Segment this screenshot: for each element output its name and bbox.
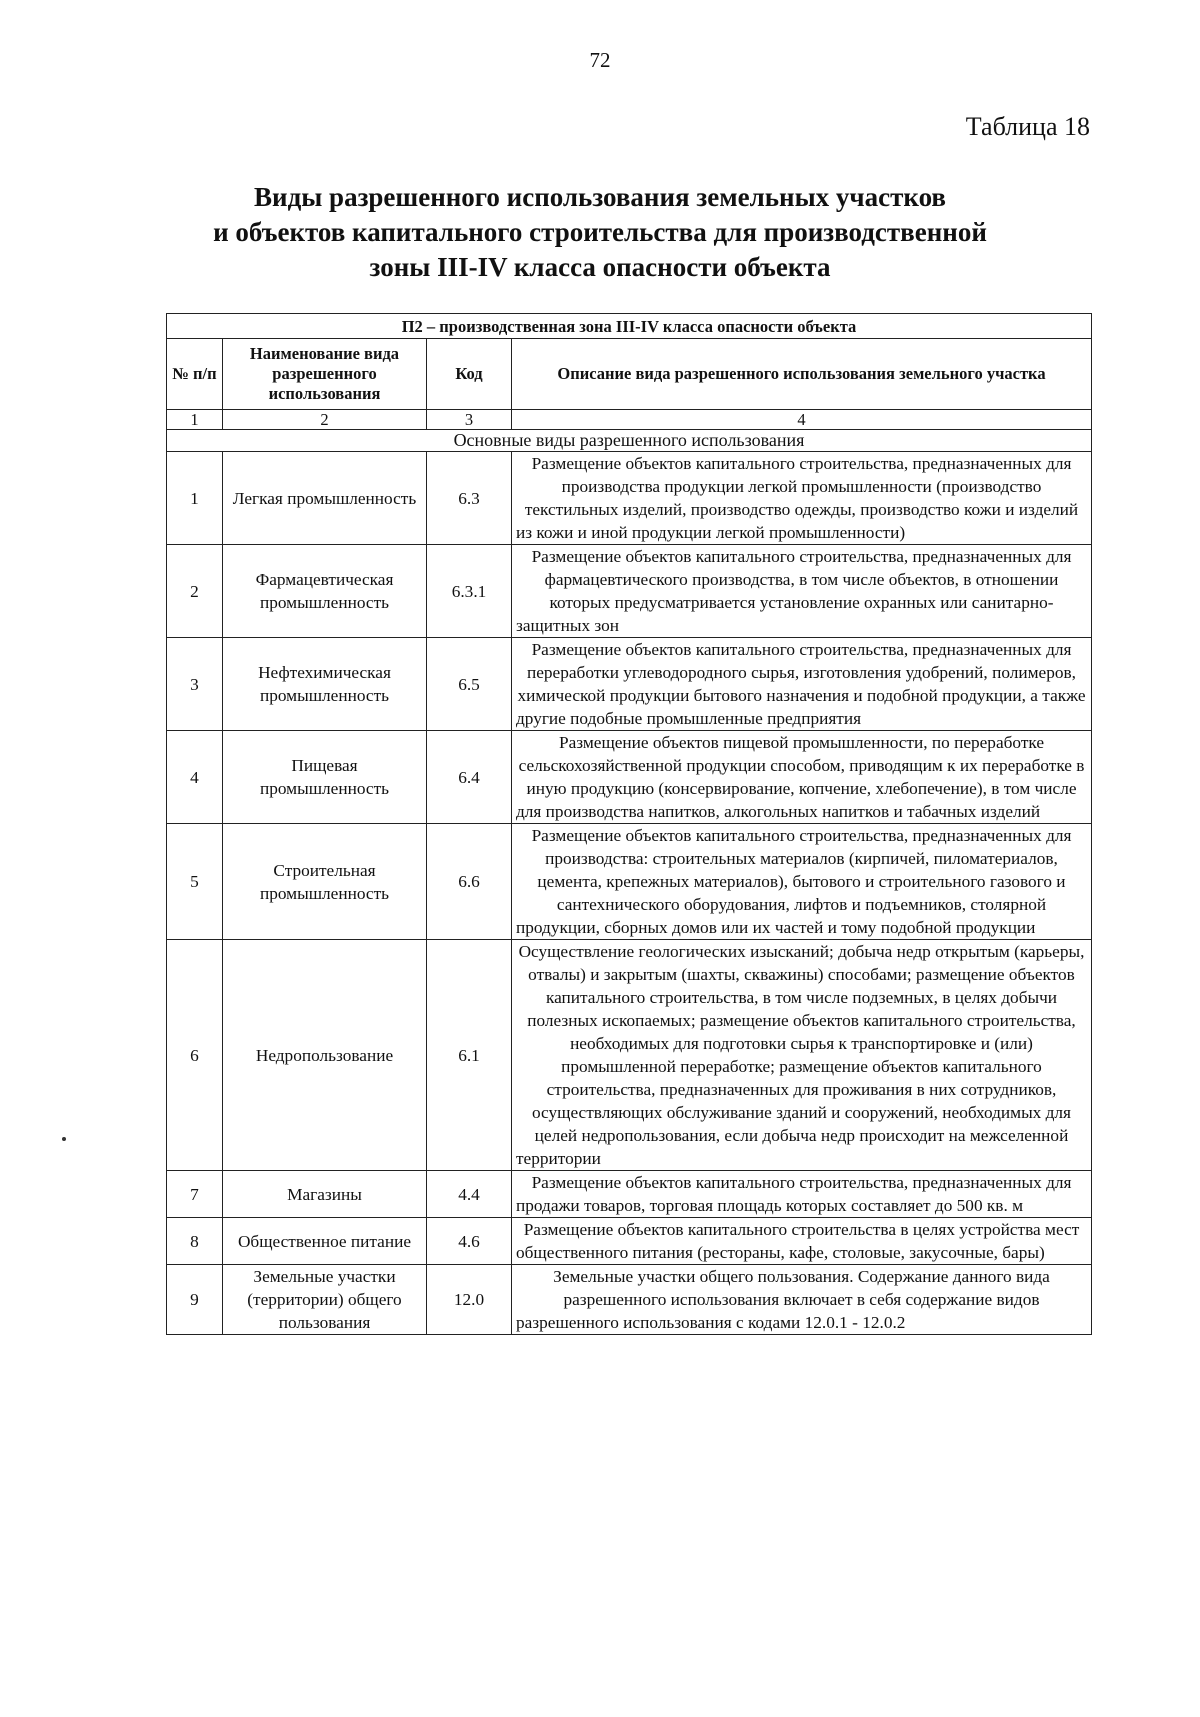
table-row xyxy=(167,824,1092,940)
row-num: 5 xyxy=(167,824,223,940)
row-num: 4 xyxy=(167,731,223,824)
col-number: 3 xyxy=(427,410,512,430)
row-code: 6.6 xyxy=(427,824,512,940)
row-desc: Осуществление геологических изысканий; добыча недр открытым (карьеры, отвалы) и закрытым (шахты, скважины) способами; размещение объектов капитального строительства, в том числе подземных, в целях добычи полезных ископаемых; размещение объектов капитального строительства, необходимых для подготовки сырья к транспортировке и (или) промышленной переработке; размещение объектов капитального строительства, предназначенных для проживания в них сотрудников, осуществляющих обслуживание зданий и сооружений, необходимых для целей недропользования, если добыча недр происходит на межселенной территории xyxy=(512,940,1092,1171)
row-name: Пищевая промышленность xyxy=(223,731,427,824)
section-row xyxy=(167,430,1092,452)
column-header-row xyxy=(167,339,1092,410)
title-line-2: и объектов капитального строительства для производственной xyxy=(213,217,987,247)
row-code: 6.5 xyxy=(427,638,512,731)
permitted-use-table xyxy=(166,313,1092,1335)
row-code: 6.3.1 xyxy=(427,545,512,638)
row-num: 1 xyxy=(167,452,223,545)
row-code: 4.6 xyxy=(427,1218,512,1265)
row-num: 6 xyxy=(167,940,223,1171)
row-desc: Размещение объектов капитального строительства в целях устройства мест общественного питания (рестораны, кафе, столовые, закусочные, бары) xyxy=(512,1218,1092,1265)
row-name: Общественное питание xyxy=(223,1218,427,1265)
row-desc: Размещение объектов капитального строительства, предназначенных для продажи товаров, торговая площадь которых составляет до 500 кв. м xyxy=(512,1171,1092,1218)
row-desc: Размещение объектов капитального строительства, предназначенных для переработки углеводородного сырья, изготовления удобрений, полимеров, химической продукции бытового назначения и подобной продукции, а также другие подобные промышленные предприятия xyxy=(512,638,1092,731)
col-number: 2 xyxy=(223,410,427,430)
row-name: Недропользование xyxy=(223,940,427,1171)
section-title: Основные виды разрешенного использования xyxy=(167,430,1092,452)
column-number-row xyxy=(167,410,1092,430)
row-name: Легкая промышленность xyxy=(223,452,427,545)
title-line-3: зоны III-IV класса опасности объекта xyxy=(369,252,831,282)
row-code: 6.3 xyxy=(427,452,512,545)
document-title xyxy=(150,180,1050,285)
page-number: 72 xyxy=(589,48,611,72)
row-name: Строительная промышленность xyxy=(223,824,427,940)
header-name: Наименование вида разрешенного использования xyxy=(223,339,427,410)
row-num: 9 xyxy=(167,1265,223,1335)
row-name: Фармацевтическая промышленность xyxy=(223,545,427,638)
row-desc: Размещение объектов капитального строительства, предназначенных для производства продукции легкой промышленности (производство текстильных изделий, производство одежды, производство кожи и изделий из кожи и иной продукции легкой промышленности) xyxy=(512,452,1092,545)
zone-header-row xyxy=(167,314,1092,339)
title-line-1: Виды разрешенного использования земельных участков xyxy=(254,182,946,212)
table-row xyxy=(167,452,1092,545)
row-name: Нефтехимическая промышленность xyxy=(223,638,427,731)
table-label: Таблица 18 xyxy=(965,112,1090,141)
row-desc: Размещение объектов капитального строительства, предназначенных для фармацевтического производства, в том числе объектов, в отношении которых предусматривается установление охранных или санитарно-защитных зон xyxy=(512,545,1092,638)
table-row xyxy=(167,1265,1092,1335)
row-code: 6.1 xyxy=(427,940,512,1171)
row-code: 4.4 xyxy=(427,1171,512,1218)
table-row xyxy=(167,545,1092,638)
table-row xyxy=(167,731,1092,824)
header-num: № п/п xyxy=(167,339,223,410)
table-row xyxy=(167,638,1092,731)
row-num: 3 xyxy=(167,638,223,731)
row-num: 8 xyxy=(167,1218,223,1265)
table-row xyxy=(167,1171,1092,1218)
scan-speck xyxy=(62,1137,66,1141)
row-code: 12.0 xyxy=(427,1265,512,1335)
col-number: 1 xyxy=(167,410,223,430)
col-number: 4 xyxy=(512,410,1092,430)
header-desc: Описание вида разрешенного использования земельного участка xyxy=(512,339,1092,410)
header-code: Код xyxy=(427,339,512,410)
row-desc: Размещение объектов пищевой промышленности, по переработке сельскохозяйственной продукции способом, приводящим к их переработке в иную продукцию (консервирование, копчение, хлебопечение), в том числе для производства напитков, алкогольных напитков и табачных изделий xyxy=(512,731,1092,824)
table-row xyxy=(167,940,1092,1171)
zone-header: П2 – производственная зона III-IV класса опасности объекта xyxy=(167,314,1092,339)
row-num: 7 xyxy=(167,1171,223,1218)
row-desc: Размещение объектов капитального строительства, предназначенных для производства: строительных материалов (кирпичей, пиломатериалов, цемента, крепежных материалов), бытового и строительного газового и сантехнического оборудования, лифтов и подъемников, столярной продукции, сборных домов или их частей и тому подобной продукции xyxy=(512,824,1092,940)
row-num: 2 xyxy=(167,545,223,638)
row-name: Магазины xyxy=(223,1171,427,1218)
row-code: 6.4 xyxy=(427,731,512,824)
row-desc: Земельные участки общего пользования. Содержание данного вида разрешенного использования включает в себя содержание видов разрешенного использования с кодами 12.0.1 - 12.0.2 xyxy=(512,1265,1092,1335)
table-row xyxy=(167,1218,1092,1265)
row-name: Земельные участки (территории) общего пользования xyxy=(223,1265,427,1335)
